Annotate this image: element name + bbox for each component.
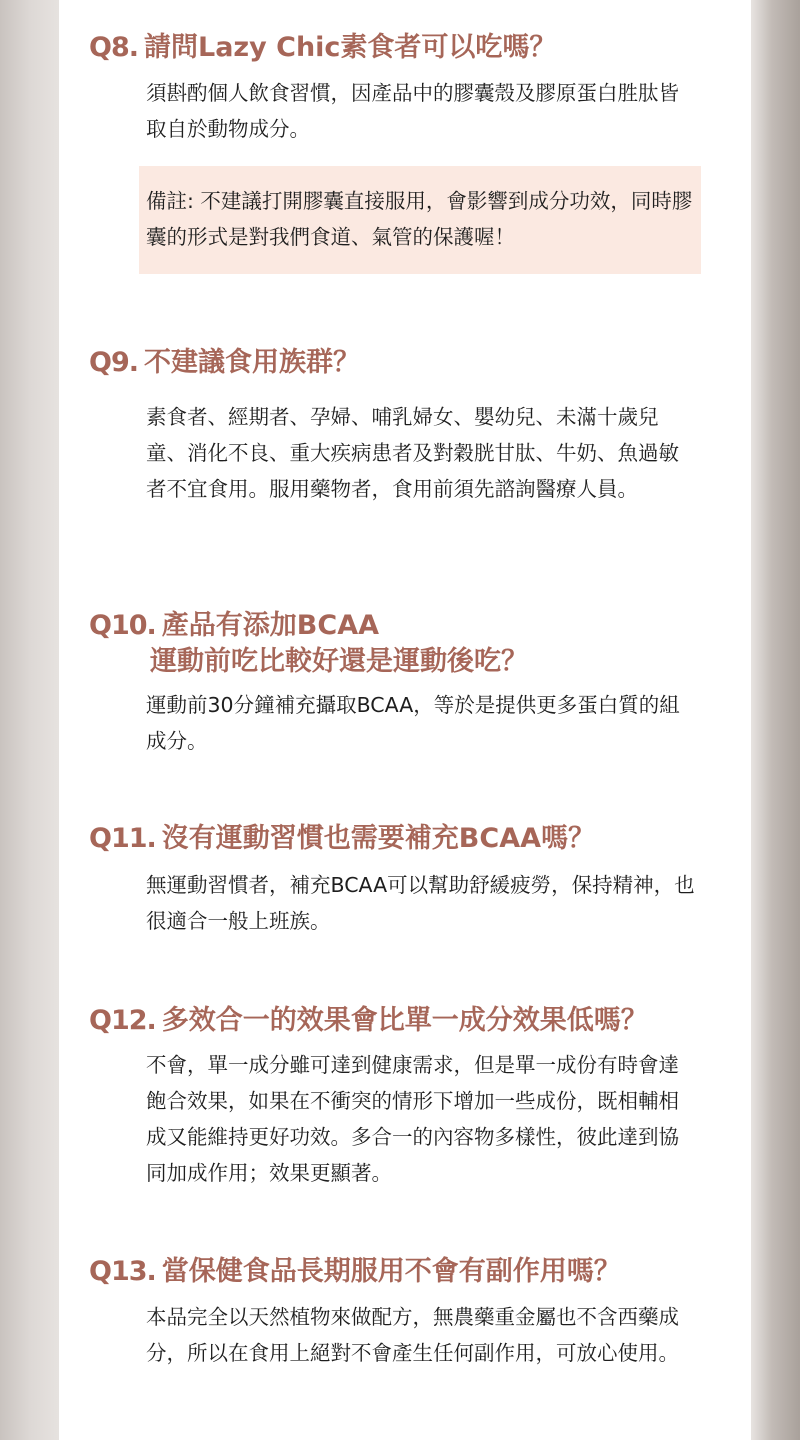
faq-question-8 — [89, 31, 556, 65]
faq-question-10-line2: 運動前吃比較好還是運動後吃？ — [150, 646, 528, 677]
question-number: Q8. — [89, 32, 138, 63]
question-text: 不建議食用族群？ — [144, 347, 360, 378]
faq-answer-10: 運動前30分鐘補充攝取BCAA，等於是提供更多蛋白質的組成分。 — [146, 693, 680, 753]
faq-answer-9: 素食者、經期者、孕婦、哺乳婦女、嬰幼兒、未滿十歲兒童、消化不良、重大疾病患者及對穀胱甘肽、牛奶、魚過敏者不宜食用。服用藥物者，食用前須先諮詢醫療人員。 — [146, 405, 679, 501]
faq-question-9 — [89, 346, 360, 380]
faq-answer-13: 本品完全以天然植物來做配方，無農藥重金屬也不含西藥成分，所以在食用上絕對不會產生任何副作用，可放心使用。 — [146, 1305, 679, 1365]
question-number: Q10. — [89, 610, 156, 641]
question-text: 沒有運動習慣也需要補充BCAA嗎？ — [161, 823, 595, 854]
question-number: Q11. — [89, 823, 156, 854]
faq-note-text: 備註: 不建議打開膠囊直接服用，會影響到成分功效，同時膠囊的形式是對我們食道、氣管的保護喔！ — [146, 189, 693, 249]
question-number: Q9. — [89, 347, 138, 378]
faq-question-12 — [89, 1004, 648, 1038]
question-text: 產品有添加BCAA — [161, 610, 379, 641]
question-text: 當保健食品長期服用不會有副作用嗎？ — [161, 1256, 621, 1287]
faq-question-11 — [89, 822, 595, 856]
question-number: Q12. — [89, 1005, 156, 1036]
faq-question-10 — [89, 609, 379, 643]
question-text: 請問Lazy Chic素食者可以吃嗎？ — [144, 32, 557, 63]
faq-answer-12: 不會，單一成分雖可達到健康需求，但是單一成份有時會達飽合效果，如果在不衝突的情形下增加一些成份，既相輔相成又能維持更好功效。多合一的內容物多樣性，彼此達到協同加成作用；效果更顯著。 — [146, 1053, 679, 1185]
faq-note-box — [139, 166, 701, 274]
question-number: Q13. — [89, 1256, 156, 1287]
faq-answer-8: 須斟酌個人飲食習慣，因產品中的膠囊殼及膠原蛋白胜肽皆取自於動物成分。 — [146, 81, 679, 141]
faq-question-13 — [89, 1255, 621, 1289]
faq-answer-11: 無運動習慣者，補充BCAA可以幫助舒緩疲勞，保持精神，也很適合一般上班族。 — [146, 873, 695, 933]
question-text: 多效合一的效果會比單一成分效果低嗎？ — [161, 1005, 648, 1036]
